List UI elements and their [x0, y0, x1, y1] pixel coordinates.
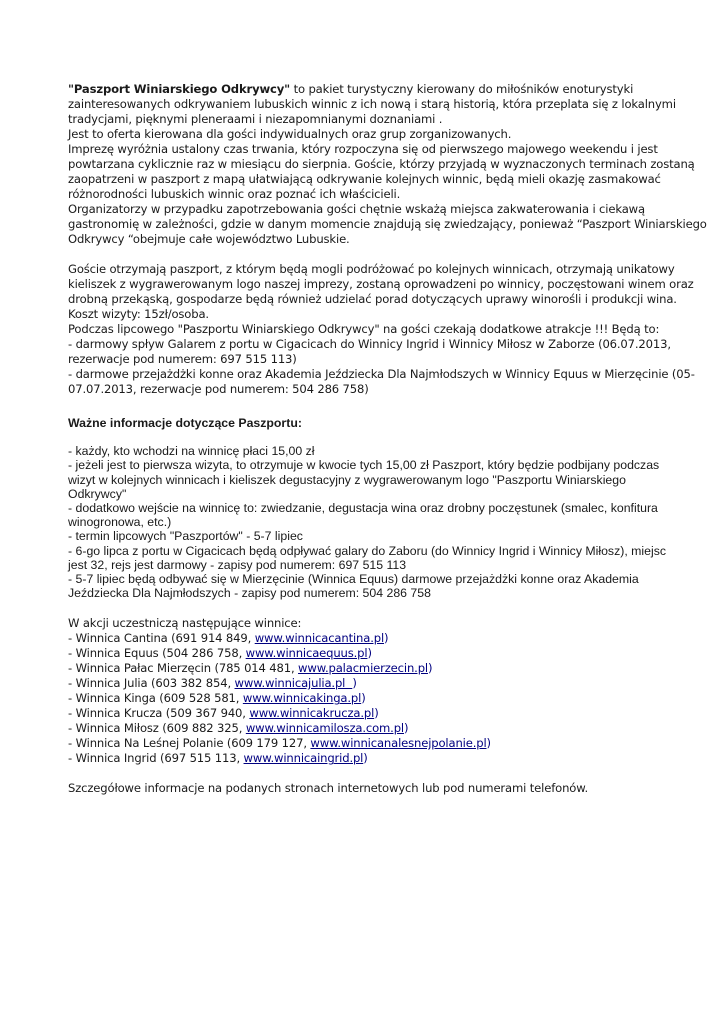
important-line: - 5-7 lipiec będą odbywać się w Mierzęcinie (Winnica Equus) darmowe przejażdżki konne oraz Akademia — [68, 572, 639, 587]
guests-line: 07.07.2013, rezerwacje pod numerem: 504 286 758) — [68, 382, 369, 396]
important-line: jest 32, rejs jest darmowy - zapisy pod numerem: 697 515 113 — [68, 557, 407, 572]
winery-label: - Winnica Julia (603 382 854, — [68, 676, 235, 691]
winery-paren: ) — [486, 736, 491, 751]
winery-label: - Winnica Equus (504 286 758, — [68, 646, 246, 661]
winery-item — [68, 646, 660, 661]
winery-label: - Winnica Kinga (609 528 581, — [68, 691, 243, 706]
intro-line: tradycjami, pięknymi pleneraami i niezapomnianymi doznaniami . — [68, 112, 443, 126]
winery-website-link[interactable]: www.winnicanalesnejpolanie.pl — [310, 736, 487, 751]
wineries-footer: Szczegółowe informacje na podanych stronach internetowych lub pod numerami telefonów. — [68, 781, 589, 796]
guests-line: - darmowe przejażdżki konne oraz Akademia Jeździecka Dla Najmłodszych w Winnicy Equus w Mierzęcinie (05- — [68, 367, 695, 381]
important-heading: Ważne informacje dotyczące Paszportu: — [68, 416, 302, 430]
winery-label: - Winnica Pałac Mierzęcin (785 014 481, — [68, 661, 299, 676]
winery-website-link[interactable]: www.winnicacantina.pl — [254, 631, 385, 646]
winery-label: - Winnica Na Leśnej Polanie (609 179 127, — [68, 736, 311, 751]
intro-line: zainteresowanych odkrywaniem lubuskich winnic z ich nową i starą historią, która przeplata się z lokalnymi — [68, 97, 676, 111]
winery-website-link[interactable]: www.winnicakinga.pl — [242, 691, 362, 706]
guests-line: kieliszek z wygrawerowanym logo naszej imprezy, zostaną oprowadzeni po winnicy, poczęstowani winem oraz — [68, 277, 694, 291]
winery-paren: ) — [427, 661, 433, 676]
winery-label: - Winnica Ingrid (697 515 113, — [68, 751, 244, 766]
wineries-section — [68, 616, 660, 796]
winery-website-link[interactable]: www.winnicaequus.pl — [245, 646, 368, 661]
winery-paren: ) — [361, 691, 366, 706]
document-body — [68, 82, 707, 796]
guests-paragraph — [68, 262, 695, 397]
winery-item — [68, 691, 660, 706]
important-section — [68, 416, 667, 601]
winery-item — [68, 706, 660, 721]
intro-line: różnorodności lubuskich winnic oraz poznać ich właścicieli. — [68, 187, 401, 201]
winery-website-link[interactable]: www.winnicaingrid.pl — [243, 751, 364, 766]
guests-line: drobną przekąską, gospodarze będą również udzielać porad dotyczących uprawy winorośli i produkcji wina. — [68, 292, 677, 306]
intro-line: Jest to oferta kierowana dla gości indywidualnych oraz grup zorganizowanych. — [68, 127, 512, 141]
intro-line: gastronomię w zależności, gdzie w danym momencie znajdują się zwiedzający, ponieważ “Paszport Winiarskiego — [68, 217, 707, 231]
winery-item — [68, 721, 660, 736]
winery-item — [68, 676, 660, 691]
intro-paragraph — [68, 82, 707, 247]
important-line: Odkrywcy" — [68, 486, 127, 501]
winery-item — [68, 661, 660, 676]
winery-paren: ) — [384, 631, 389, 646]
important-line: - 6-go lipca z portu w Cigacicach będą odpływać galary do Zaboru (do Winnicy Ingrid i Winnicy Miłosz), miejsc — [68, 543, 667, 558]
winery-item — [68, 631, 660, 646]
winery-paren: ) — [367, 646, 372, 661]
winery-item — [68, 751, 660, 766]
important-line: Jeździecka Dla Najmłodszych - zapisy pod numerem: 504 286 758 — [68, 586, 431, 601]
winery-paren: ) — [404, 721, 409, 736]
winery-website-link[interactable]: www.winnicamilosza.com.pl — [245, 721, 405, 736]
winery-website-link[interactable]: www.winnicajulia.pl — [234, 676, 353, 691]
important-line: wizyt w kolejnych winnicach i kieliszek degustacyjny z wygrawerowanym logo "Paszportu Winiarskiego — [68, 472, 626, 487]
intro-text: to pakiet turystyczny kierowany do miłośników enoturystyki — [290, 82, 634, 96]
winery-paren: ) — [352, 676, 357, 691]
intro-line: Organizatorzy w przypadku zapotrzebowania gości chętnie wskażą miejsca zakwaterowania i ciekawą — [68, 202, 645, 216]
intro-line: powtarzana cyklicznie raz w miesiącu do sierpnia. Goście, którzy przyjadą w wyznaczonych terminach zostaną — [68, 157, 695, 171]
important-line: - dodatkowo wejście na winnicę to: zwiedzanie, degustacja wina oraz drobny poczęstunek (smalec, konfitura — [68, 501, 658, 516]
winery-label: - Winnica Cantina (691 914 849, — [68, 631, 255, 646]
guests-line: Podczas lipcowego "Paszportu Winiarskiego Odkrywcy" na gości czekają dodatkowe atrakcje !!! Będą to: — [68, 322, 660, 336]
intro-line: zaopatrzeni w paszport z mapą ułatwiającą odkrywanie kolejnych winnic, będą mieli okazję zasmakować — [68, 172, 661, 186]
guests-line: rezerwacje pod numerem: 697 515 113) — [68, 352, 297, 366]
winery-paren: ) — [363, 751, 368, 766]
guests-line: - darmowy spływ Galarem z portu w Cigacicach do Winnicy Ingrid i Winnicy Miłosz w Zaborze (06.07.2013, — [68, 337, 671, 351]
winery-label: - Winnica Miłosz (609 882 325, — [68, 721, 246, 736]
intro-title: "Paszport Winiarskiego Odkrywcy" — [68, 82, 291, 96]
winery-item — [68, 736, 660, 751]
wineries-intro: W akcji uczestniczą następujące winnice: — [68, 616, 302, 631]
guests-line: Goście otrzymają paszport, z którym będą mogli podróżować po kolejnych winnicach, otrzymają unikatowy — [68, 262, 675, 276]
winery-website-link[interactable]: www.palacmierzecin.pl — [298, 661, 428, 676]
important-line: winogronowa, etc.) — [68, 515, 172, 530]
intro-line: Imprezę wyróżnia ustalony czas trwania, który rozpoczyna się od pierwszego majowego weekendu i jest — [68, 142, 658, 156]
winery-paren: ) — [374, 706, 379, 721]
intro-line: Odkrywcy “obejmuje całe województwo Lubuskie. — [68, 232, 350, 246]
winery-label: - Winnica Krucza (509 367 940, — [68, 706, 250, 721]
important-line: - termin lipcowych "Paszportów" - 5-7 lipiec — [68, 529, 303, 544]
intro-line — [68, 82, 660, 97]
important-line: - każdy, kto wchodzi na winnicę płaci 15,00 zł — [68, 444, 315, 459]
winery-website-link[interactable]: www.winnicakrucza.pl — [249, 706, 375, 721]
important-line: - jeżeli jest to pierwsza wizyta, to otrzymuje w kwocie tych 15,00 zł Paszport, który będzie podbijany podczas — [68, 458, 660, 473]
guests-line: Koszt wizyty: 15zł/osoba. — [68, 307, 209, 321]
